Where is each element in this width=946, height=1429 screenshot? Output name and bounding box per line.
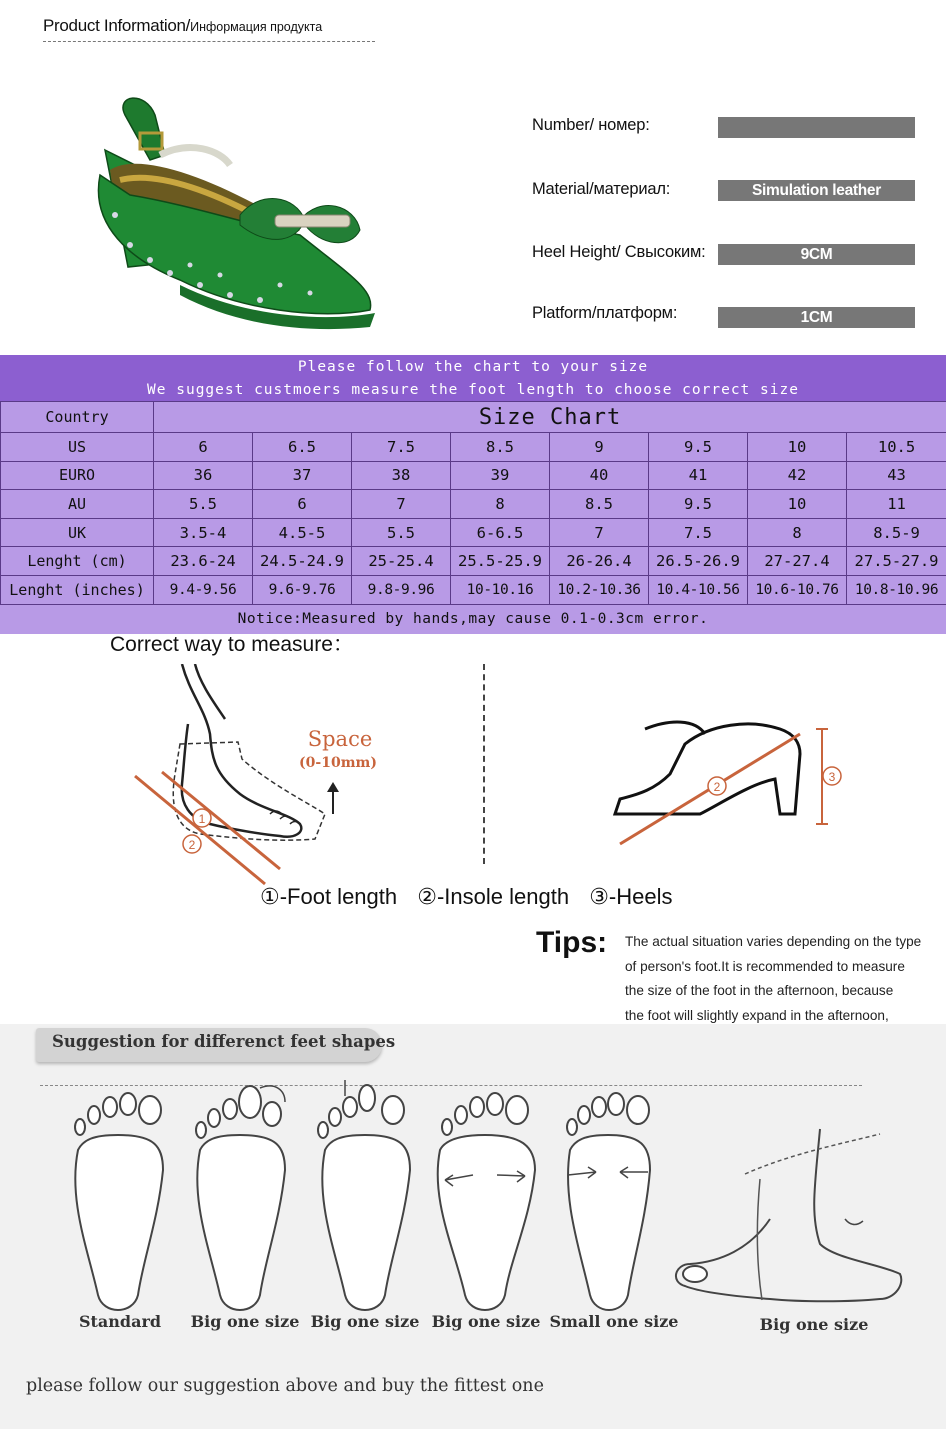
- long-big-toe-foot-icon: [180, 1080, 300, 1320]
- table-row: [1, 490, 946, 519]
- size-chart-title: Size Chart: [154, 402, 946, 433]
- size-cell: 40: [550, 461, 649, 490]
- row-label: Lenght (inches): [1, 575, 154, 604]
- spec-number-value: [718, 117, 915, 138]
- size-cell: 10.2-10.36: [550, 575, 649, 604]
- size-cell: 41: [649, 461, 748, 490]
- measurement-notice: Notice:Measured by hands,may cause 0.1-0.3cm error.: [237, 611, 709, 627]
- size-cell: 10: [748, 433, 847, 462]
- foot-label-standard: Standard: [78, 1312, 162, 1331]
- size-cell: 8.5: [550, 490, 649, 519]
- size-cell: 42: [748, 461, 847, 490]
- spec-heel-height-label: Heel Height/ Свысоким:: [532, 243, 706, 261]
- table-row: [1, 575, 946, 604]
- spec-material-label: Material/материал:: [532, 180, 671, 198]
- measure-title: Correct way to measure：: [110, 633, 354, 656]
- product-info-section: [0, 0, 946, 355]
- size-cell: 6: [154, 433, 253, 462]
- foot-label-small: Small one size: [549, 1312, 679, 1331]
- spec-heel-height-value: 9CM: [718, 244, 915, 265]
- foot-measure-diagram: [120, 664, 400, 894]
- size-cell: 27-27.4: [748, 547, 847, 576]
- row-label: Lenght (cm): [1, 547, 154, 576]
- foot-label: Big one size: [190, 1312, 300, 1331]
- size-cell: 25-25.4: [352, 547, 451, 576]
- standard-foot-icon: [58, 1080, 178, 1320]
- size-cell: 8.5: [451, 433, 550, 462]
- size-cell: 9: [550, 433, 649, 462]
- spec-number-label: Number/ номер:: [532, 116, 650, 134]
- size-cell: 6-6.5: [451, 518, 550, 547]
- tips-line: the size of the foot in the afternoon, because: [625, 983, 894, 998]
- legend-insole-length: ②-Insole length: [417, 884, 570, 909]
- title-underline: [43, 41, 375, 42]
- size-cell: 5.5: [352, 518, 451, 547]
- feet-shapes-section: [0, 1024, 946, 1429]
- size-cell: 24.5-24.9: [253, 547, 352, 576]
- foot-label: Big one size: [759, 1315, 869, 1334]
- legend-heels: ③-Heels: [589, 884, 673, 909]
- green-sandal-photo: [70, 95, 390, 330]
- size-cell: 8: [748, 518, 847, 547]
- row-label: AU: [1, 490, 154, 519]
- table-row: [1, 518, 946, 547]
- row-label: US: [1, 433, 154, 462]
- tips-line: The actual situation varies depending on the type: [625, 934, 922, 949]
- size-cell: 8: [451, 490, 550, 519]
- size-cell: 10.8-10.96: [847, 575, 946, 604]
- marker-2-heel: 2: [713, 780, 721, 794]
- size-cell: 6.5: [253, 433, 352, 462]
- marker-1: 1: [198, 812, 206, 826]
- size-cell: 10-10.16: [451, 575, 550, 604]
- size-cell: 43: [847, 461, 946, 490]
- size-cell: 3.5-4: [154, 518, 253, 547]
- size-cell: 25.5-25.9: [451, 547, 550, 576]
- table-row: [1, 461, 946, 490]
- tips-section: [0, 924, 946, 1024]
- marker-2: 2: [188, 838, 196, 852]
- size-table-header-row: [1, 402, 946, 433]
- table-row: [1, 433, 946, 462]
- tips-line: the foot will slightly expand in the afternoon,: [625, 1007, 889, 1023]
- table-row: [1, 547, 946, 576]
- legend-foot-length: ①-Foot length: [260, 884, 398, 909]
- size-cell: 4.5-5: [253, 518, 352, 547]
- size-cell: 38: [352, 461, 451, 490]
- size-cell: 9.5: [649, 433, 748, 462]
- size-cell: 7.5: [352, 433, 451, 462]
- size-cell: 5.5: [154, 490, 253, 519]
- tips-label: Tips:: [536, 926, 608, 959]
- measure-section: [0, 634, 946, 924]
- product-info-title: [43, 16, 322, 36]
- size-chart-header: [0, 355, 946, 401]
- size-cell: 10: [748, 490, 847, 519]
- spec-platform-label: Platform/платформ:: [532, 304, 678, 322]
- feet-shapes-title: Suggestion for differenct feet shapes: [52, 1032, 396, 1051]
- size-cell: 23.6-24: [154, 547, 253, 576]
- size-chart-suggestion: We suggest custmoers measure the foot length to choose correct size: [147, 382, 799, 398]
- space-range: (0-10mm): [299, 755, 377, 771]
- size-cell: 9.8-9.96: [352, 575, 451, 604]
- size-cell: 10.4-10.56: [649, 575, 748, 604]
- row-label: EURO: [1, 461, 154, 490]
- size-cell: 26-26.4: [550, 547, 649, 576]
- size-cell: 10.5: [847, 433, 946, 462]
- diagram-divider: [483, 664, 485, 864]
- size-cell: 37: [253, 461, 352, 490]
- row-label: UK: [1, 518, 154, 547]
- marker-3: 3: [828, 770, 836, 784]
- measure-legend: [260, 884, 686, 910]
- long-second-toe-foot-icon: [305, 1080, 425, 1320]
- size-cell: 26.5-26.9: [649, 547, 748, 576]
- size-cell: 9.5: [649, 490, 748, 519]
- product-info-title-ru: Информация продукта: [190, 20, 323, 34]
- size-chart-instruction: Please follow the chart to your size: [297, 359, 649, 375]
- size-cell: 9.6-9.76: [253, 575, 352, 604]
- tips-line: of person's foot.It is recommended to measure: [625, 958, 905, 974]
- size-cell: 8.5-9: [847, 518, 946, 547]
- feet-shapes-footer: please follow our suggestion above and buy the fittest one: [26, 1376, 544, 1396]
- size-cell: 27.5-27.9: [847, 547, 946, 576]
- size-chart-section: [0, 355, 946, 634]
- size-cell: 6: [253, 490, 352, 519]
- high-instep-foot-icon: [650, 1124, 910, 1324]
- space-label: Space: [307, 727, 373, 751]
- size-table: [0, 401, 946, 605]
- size-cell: 11: [847, 490, 946, 519]
- product-info-title-en: Product Information/: [43, 16, 191, 35]
- spec-platform-value: 1CM: [718, 307, 915, 328]
- size-cell: 36: [154, 461, 253, 490]
- size-cell: 10.6-10.76: [748, 575, 847, 604]
- country-header: Country: [1, 402, 154, 433]
- size-cell: 9.4-9.56: [154, 575, 253, 604]
- spec-material-value: Simulation leather: [718, 180, 915, 201]
- size-cell: 39: [451, 461, 550, 490]
- foot-label: Big one size: [310, 1312, 420, 1331]
- size-cell: 7: [550, 518, 649, 547]
- size-cell: 7.5: [649, 518, 748, 547]
- foot-label: Big one size: [431, 1312, 541, 1331]
- wide-foot-icon: [425, 1080, 545, 1320]
- heel-measure-diagram: [600, 704, 860, 864]
- size-cell: 7: [352, 490, 451, 519]
